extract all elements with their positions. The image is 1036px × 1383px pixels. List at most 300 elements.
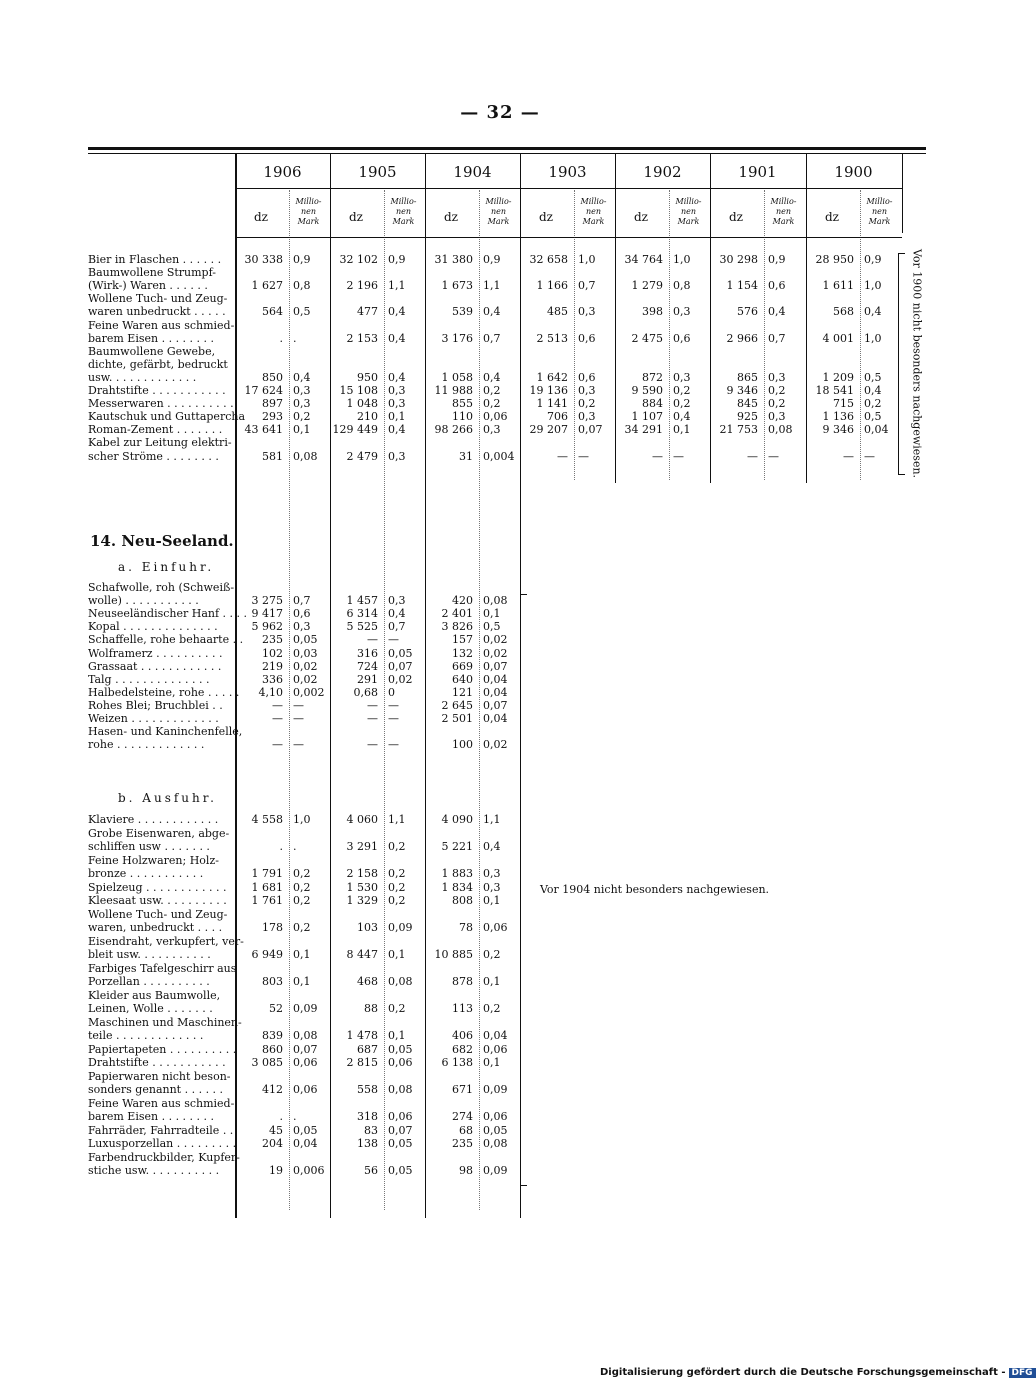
footer-text: Digitalisierung gefördert durch die Deutsche Forschungsgemeinschaft -	[600, 1367, 1006, 1378]
dz-value: 576	[737, 305, 758, 319]
dz-value: 682	[452, 1042, 473, 1056]
dz-value: 865	[737, 370, 758, 384]
row-label: Grobe Eisenwaren, abge-	[88, 826, 230, 840]
row-label: Bier in Flaschen . . . . . .	[88, 253, 222, 266]
row-label: Wollene Tuch- und Zeug-	[88, 292, 228, 306]
row-label: Roman-Zement . . . . . . .	[88, 423, 223, 437]
dz-value: 6 949	[251, 948, 283, 961]
mark-value: —	[293, 698, 304, 712]
mark-value: 0,02	[388, 672, 413, 686]
mark-value: 0,1	[293, 423, 311, 437]
mark-value: 0,4	[483, 305, 501, 319]
mark-value: 0,4	[388, 607, 406, 621]
dz-value: 293	[262, 410, 283, 424]
mark-value: 0,3	[293, 384, 311, 397]
mark-value: 0,05	[388, 646, 413, 660]
top-rule-thin	[88, 153, 926, 154]
mark-value: 1,1	[483, 813, 501, 826]
dz-value: —	[367, 738, 378, 752]
mark-value: 0,5	[864, 410, 882, 424]
mark-value: 0,2	[293, 867, 311, 880]
mark-value: 0,3	[293, 620, 311, 634]
dz-value: 855	[452, 397, 473, 411]
year-header: 1902	[643, 163, 682, 181]
mark-value: 0,08	[483, 1137, 508, 1150]
dz-value: 2 153	[346, 331, 378, 345]
column-divider	[902, 153, 903, 233]
mark-value: 0,04	[483, 712, 508, 725]
dz-value: 2 158	[346, 867, 378, 880]
dz-value: 3 291	[346, 840, 378, 853]
mark-value: 0,4	[293, 370, 311, 384]
dz-value: 204	[262, 1137, 283, 1150]
header-rule	[235, 188, 902, 189]
dz-header: dz	[348, 210, 363, 224]
mark-value: 0,4	[673, 410, 691, 424]
mark-value: 0,1	[388, 410, 406, 424]
mark-value: 1,0	[864, 279, 882, 293]
dz-value: 1 478	[346, 1029, 378, 1042]
mark-value: 0,05	[293, 1123, 318, 1137]
millionen-mark-header: Millio- nen Mark	[770, 197, 797, 226]
mark-value: —	[293, 738, 304, 752]
dz-value: —	[367, 712, 378, 725]
mark-value: —	[673, 449, 684, 463]
mark-value: 0,09	[483, 1083, 508, 1096]
dz-value: 235	[452, 1137, 473, 1150]
mark-value: 0,02	[293, 659, 318, 673]
mark-value: 0,6	[578, 370, 596, 384]
mark-value: 0,3	[483, 880, 501, 894]
mark-value: 0,2	[483, 1002, 501, 1015]
mark-value: 0,08	[388, 1083, 413, 1096]
dz-value: 1 627	[251, 279, 283, 293]
dz-value: 950	[357, 370, 378, 384]
dz-value: 10 885	[434, 948, 473, 961]
mark-value: 0,08	[483, 594, 508, 608]
subcolumn-divider	[764, 190, 765, 480]
mark-value: 0,02	[483, 738, 508, 752]
dz-value: 178	[262, 921, 283, 934]
row-label: Grassaat . . . . . . . . . . . .	[88, 659, 222, 673]
mark-value: 0,3	[388, 384, 406, 397]
mark-value: 0,1	[388, 948, 406, 961]
page-number: — 32 —	[460, 102, 540, 123]
mark-value: 0,5	[293, 305, 311, 319]
mark-value: 0,04	[483, 685, 508, 699]
dz-value: 102	[262, 646, 283, 660]
dz-value: 98	[459, 1164, 473, 1177]
mark-value: 0,07	[483, 659, 508, 673]
row-label: Papiertapeten . . . . . . . . . .	[88, 1042, 237, 1056]
mark-value: 0,7	[578, 279, 596, 293]
dz-value: 925	[737, 410, 758, 424]
mark-value: 0,9	[768, 253, 786, 266]
row-label: Wollene Tuch- und Zeug-	[88, 907, 228, 921]
year-header: 1906	[263, 163, 302, 181]
dz-value: —	[557, 449, 568, 463]
year-header: 1905	[358, 163, 397, 181]
row-label: dichte, gefärbt, bedruckt	[88, 357, 228, 371]
subcolumn-divider	[289, 190, 290, 1210]
dz-value: 19	[269, 1164, 283, 1177]
row-label: Halbedelsteine, rohe . . . . .	[88, 685, 240, 699]
dz-value: 6 138	[441, 1056, 473, 1069]
dz-value: —	[652, 449, 663, 463]
millionen-mark-header: Millio- nen Mark	[866, 197, 893, 226]
dz-value: 19 136	[529, 384, 568, 397]
mark-value: 0,9	[864, 253, 882, 266]
dz-value: 31 380	[434, 253, 473, 266]
mark-value: 0,4	[388, 331, 406, 345]
row-label: Eisendraht, verkupfert, ver-	[88, 934, 244, 948]
dz-value: 1 141	[536, 397, 568, 411]
dz-value: 897	[262, 397, 283, 411]
dz-value: 3 275	[251, 594, 283, 608]
mark-value: 1,1	[388, 279, 406, 293]
dz-header: dz	[824, 210, 839, 224]
dz-value: .	[279, 840, 283, 853]
dz-value: 2 645	[441, 698, 473, 712]
mark-value: 0,1	[483, 975, 501, 988]
row-label: Baumwollene Strumpf-	[88, 266, 216, 280]
mark-value: —	[388, 738, 399, 752]
dz-value: —	[272, 712, 283, 725]
mark-value: 0,06	[483, 921, 508, 934]
row-label: Feine Holzwaren; Holz-	[88, 853, 219, 867]
dz-value: 235	[262, 633, 283, 647]
dz-value: 539	[452, 305, 473, 319]
mark-value: 0,4	[388, 305, 406, 319]
dz-value: 669	[452, 659, 473, 673]
mark-value: 0,05	[388, 1042, 413, 1056]
mark-value: 0	[388, 685, 395, 699]
brace-1904	[520, 594, 527, 1186]
dz-value: 9 417	[251, 607, 283, 621]
row-label: Papierwaren nicht beson-	[88, 1069, 231, 1083]
dz-value: 468	[357, 975, 378, 988]
mark-value: 0,3	[673, 370, 691, 384]
mark-value: 0,3	[483, 867, 501, 880]
mark-value: 0,004	[483, 449, 515, 463]
mark-value: 0,06	[483, 1042, 508, 1056]
row-label: Kopal . . . . . . . . . . . . . .	[88, 620, 218, 634]
dz-value: 318	[357, 1110, 378, 1123]
dz-value: 878	[452, 975, 473, 988]
dz-value: 564	[262, 305, 283, 319]
row-label: Feine Waren aus schmied-	[88, 1096, 235, 1110]
dz-value: 3 085	[251, 1056, 283, 1069]
dz-value: 1 048	[346, 397, 378, 411]
dz-value: 34 764	[624, 253, 663, 266]
row-label: Farbendruckbilder, Kupfer-	[88, 1150, 240, 1164]
mark-value: 0,3	[388, 449, 406, 463]
dz-value: 129 449	[332, 423, 378, 437]
row-label: Rohes Blei; Bruchblei . .	[88, 698, 223, 712]
dz-header: dz	[443, 210, 458, 224]
dz-value: 872	[642, 370, 663, 384]
dz-value: 706	[547, 410, 568, 424]
dz-value: 2 196	[346, 279, 378, 293]
dz-value: 32 658	[529, 253, 568, 266]
row-label: Kleesaat usw. . . . . . . . . .	[88, 894, 227, 907]
mark-value: 1,0	[293, 813, 311, 826]
mark-value: 0,3	[768, 370, 786, 384]
mark-value: 0,6	[293, 607, 311, 621]
row-label: rohe . . . . . . . . . . . . .	[88, 738, 205, 752]
mark-value: 0,5	[864, 370, 882, 384]
dz-value: 30 338	[244, 253, 283, 266]
dz-value: 2 815	[346, 1056, 378, 1069]
mark-value: 0,02	[293, 672, 318, 686]
dz-value: 316	[357, 646, 378, 660]
row-label: Baumwollene Gewebe,	[88, 344, 216, 358]
row-label: Luxusporzellan . . . . . . . . .	[88, 1137, 237, 1150]
mark-value: 0,3	[768, 410, 786, 424]
mark-value: 0,06	[483, 1110, 508, 1123]
dz-value: 9 346	[726, 384, 758, 397]
dz-value: 2 475	[631, 331, 663, 345]
dz-value: 291	[357, 672, 378, 686]
mark-value: 0,8	[673, 279, 691, 293]
row-label: Schaffelle, rohe behaarte . .	[88, 633, 244, 647]
dz-value: 4,10	[258, 685, 283, 699]
mark-value: 0,2	[388, 840, 406, 853]
mark-value: 0,3	[578, 305, 596, 319]
mark-value: —	[293, 712, 304, 725]
mark-value: 0,04	[483, 1029, 508, 1042]
dz-value: 45	[269, 1123, 283, 1137]
mark-value: 0,3	[293, 397, 311, 411]
row-label: sonders genannt . . . . . .	[88, 1083, 224, 1096]
row-label: waren unbedruckt . . . . .	[88, 305, 226, 319]
dz-value: 30 298	[719, 253, 758, 266]
mark-value: 0,2	[293, 894, 311, 907]
mark-value: 0,4	[768, 305, 786, 319]
mark-value: 0,6	[578, 331, 596, 345]
mark-value: 0,2	[578, 397, 596, 411]
dz-value: 210	[357, 410, 378, 424]
mark-value: 0,6	[768, 279, 786, 293]
mark-value: 0,6	[673, 331, 691, 345]
mark-value: —	[864, 449, 875, 463]
dz-value: 11 988	[434, 384, 473, 397]
subcolumn-divider	[384, 190, 385, 1210]
mark-value: 0,1	[483, 607, 501, 621]
dz-value: 1 209	[822, 370, 854, 384]
section-title: 14. Neu-Seeland.	[90, 532, 234, 550]
footer	[600, 1367, 1036, 1378]
row-label: Fahrräder, Fahrradteile . .	[88, 1123, 234, 1137]
dz-value: 398	[642, 305, 663, 319]
dz-value: 1 530	[346, 880, 378, 894]
dz-value: 1 136	[822, 410, 854, 424]
row-label: Feine Waren aus schmied-	[88, 318, 235, 332]
subcolumn-divider	[669, 190, 670, 480]
dz-value: 83	[364, 1123, 378, 1137]
dz-value: 138	[357, 1137, 378, 1150]
row-label: Farbiges Tafelgeschirr aus	[88, 961, 237, 975]
dz-value: 31	[459, 449, 473, 463]
mark-value: 0,04	[483, 672, 508, 686]
dz-value: 1 457	[346, 594, 378, 608]
row-label: barem Eisen . . . . . . . .	[88, 331, 215, 345]
row-label: (Wirk-) Waren . . . . . .	[88, 279, 208, 293]
millionen-mark-header: Millio- nen Mark	[295, 197, 322, 226]
subcolumn-divider	[574, 190, 575, 480]
mark-value: 0,08	[293, 449, 318, 463]
mark-value: 0,3	[578, 384, 596, 397]
mark-value: 0,1	[483, 894, 501, 907]
dz-value: 845	[737, 397, 758, 411]
dz-value: 1 058	[441, 370, 473, 384]
dz-value: 420	[452, 594, 473, 608]
mark-value: 0,2	[673, 397, 691, 411]
dz-value: 1 279	[631, 279, 663, 293]
row-label: barem Eisen . . . . . . . .	[88, 1110, 215, 1123]
mark-value: 0,3	[388, 397, 406, 411]
row-label: scher Ströme . . . . . . . .	[88, 449, 219, 463]
mark-value: 0,07	[483, 698, 508, 712]
mark-value: 0,07	[388, 1123, 413, 1137]
mark-value: 0,7	[768, 331, 786, 345]
dz-value: 687	[357, 1042, 378, 1056]
dz-value: 1 791	[251, 867, 283, 880]
dz-value: 724	[357, 659, 378, 673]
dz-value: 1 642	[536, 370, 568, 384]
dz-value: 1 883	[441, 867, 473, 880]
mark-value: 1,0	[673, 253, 691, 266]
row-label: Schafwolle, roh (Schweiß-	[88, 581, 235, 594]
subcolumn-divider	[479, 190, 480, 1210]
mark-value: 0,2	[864, 397, 882, 411]
dz-value: 4 090	[441, 813, 473, 826]
mark-value: 0,09	[483, 1164, 508, 1177]
mark-value: —	[388, 633, 399, 647]
dz-value: 18 541	[815, 384, 854, 397]
mark-value: 0,08	[388, 975, 413, 988]
dz-value: 803	[262, 975, 283, 988]
dz-value: 850	[262, 370, 283, 384]
dz-value: 884	[642, 397, 663, 411]
dz-value: 1 329	[346, 894, 378, 907]
mark-value: 0,04	[293, 1137, 318, 1150]
vertical-note	[904, 249, 930, 479]
mark-value: 0,4	[388, 423, 406, 437]
millionen-mark-header: Millio- nen Mark	[485, 197, 512, 226]
mark-value: 0,2	[388, 1002, 406, 1015]
mark-value: 0,07	[388, 659, 413, 673]
dz-value: 1 107	[631, 410, 663, 424]
mark-value: 0,2	[483, 397, 501, 411]
mark-value: 1,1	[483, 279, 501, 293]
dz-value: 3 176	[441, 331, 473, 345]
dz-value: 21 753	[719, 423, 758, 437]
millionen-mark-header: Millio- nen Mark	[390, 197, 417, 226]
mark-value: —	[388, 712, 399, 725]
dz-value: —	[367, 633, 378, 647]
dz-value: 6 314	[346, 607, 378, 621]
dz-value: 56	[364, 1164, 378, 1177]
year-header: 1903	[548, 163, 587, 181]
dz-value: 113	[452, 1002, 473, 1015]
mark-value: 0,2	[293, 921, 311, 934]
mark-value: 0,05	[293, 633, 318, 647]
dz-value: 29 207	[529, 423, 568, 437]
vertical-note-text: Vor 1900 nicht besonders nachgewiesen.	[910, 249, 924, 479]
mark-value: 0,2	[388, 880, 406, 894]
mark-value: 0,06	[483, 410, 508, 424]
dz-value: 88	[364, 1002, 378, 1015]
mark-value: 0,07	[293, 1042, 318, 1056]
mark-value: .	[293, 331, 297, 345]
dz-value: 219	[262, 659, 283, 673]
mark-value: 0,7	[483, 331, 501, 345]
dz-value: 9 590	[631, 384, 663, 397]
mark-value: 0,4	[864, 305, 882, 319]
ausfuhr-heading: b. Ausfuhr.	[118, 791, 217, 805]
millionen-mark-header: Millio- nen Mark	[675, 197, 702, 226]
dz-value: 477	[357, 305, 378, 319]
dz-value: 2 513	[536, 331, 568, 345]
dz-value: 274	[452, 1110, 473, 1123]
dz-value: 43 641	[244, 423, 283, 437]
mark-value: 0,02	[483, 633, 508, 647]
row-label: Klaviere . . . . . . . . . . . .	[88, 813, 219, 826]
mark-value: 0,05	[483, 1123, 508, 1137]
dz-value: 5 525	[346, 620, 378, 634]
mark-value: —	[578, 449, 589, 463]
dz-value: 52	[269, 1002, 283, 1015]
dz-value: .	[279, 1110, 283, 1123]
dz-value: 98 266	[434, 423, 473, 437]
dz-header: dz	[728, 210, 743, 224]
mark-value: 0,5	[483, 620, 501, 634]
row-label: waren, unbedruckt . . . .	[88, 921, 223, 934]
mark-value: 0,3	[578, 410, 596, 424]
dz-value: 640	[452, 672, 473, 686]
millionen-mark-header: Millio- nen Mark	[580, 197, 607, 226]
dz-value: 485	[547, 305, 568, 319]
mark-value: 0,05	[388, 1137, 413, 1150]
year-header: 1901	[738, 163, 777, 181]
dz-value: 581	[262, 449, 283, 463]
dz-value: 34 291	[624, 423, 663, 437]
dz-value: 4 001	[822, 331, 854, 345]
row-label: Neuseeländischer Hanf . . . .	[88, 607, 248, 621]
row-label: usw. . . . . . . . . . . . .	[88, 370, 197, 384]
mark-value: 0,06	[388, 1110, 413, 1123]
dz-header: dz	[633, 210, 648, 224]
mark-value: 0,7	[388, 620, 406, 634]
mark-value: 0,08	[293, 1029, 318, 1042]
mark-value: .	[293, 840, 297, 853]
dz-value: 28 950	[815, 253, 854, 266]
mark-value: 1,1	[388, 813, 406, 826]
mark-value: 0,09	[388, 921, 413, 934]
dz-value: —	[747, 449, 758, 463]
mark-value: 0,1	[293, 975, 311, 988]
mark-value: 0,3	[673, 305, 691, 319]
dz-value: 715	[833, 397, 854, 411]
mark-value: 0,7	[293, 594, 311, 608]
dz-value: 5 221	[441, 840, 473, 853]
dz-value: 860	[262, 1042, 283, 1056]
dz-value: 4 060	[346, 813, 378, 826]
header-rule	[235, 237, 902, 238]
dz-value: 9 346	[822, 423, 854, 437]
dz-value: 839	[262, 1029, 283, 1042]
